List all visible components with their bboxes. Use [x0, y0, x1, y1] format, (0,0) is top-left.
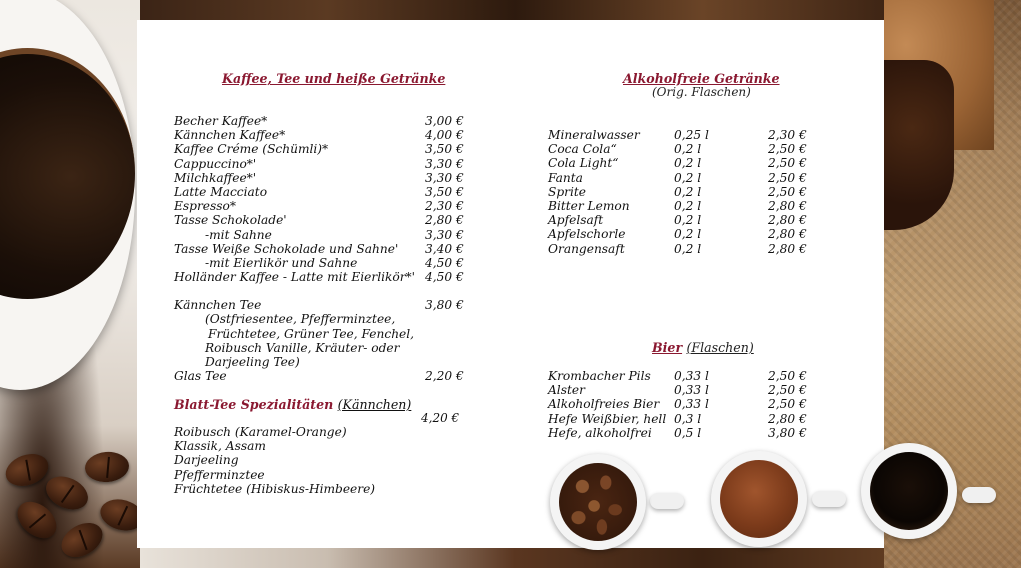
beer-suffix: (Flaschen) [686, 340, 754, 355]
tea-line [174, 355, 474, 369]
heading-hot-drinks: Kaffee, Tee und heiße Getränke [222, 71, 446, 86]
item-name: Kaffee Créme (Schümli)* [174, 142, 329, 157]
cup-ground-coffee-icon [711, 451, 807, 547]
drink-volume: 0,2 l [674, 227, 702, 242]
drink-name: Alkoholfreies Bier [548, 397, 660, 412]
drink-item [548, 185, 848, 199]
leaf-tea-title: Blatt-Tee Spezialitäten [174, 397, 334, 412]
item-price: 2,80 € [425, 213, 464, 228]
item-name: -mit Eierlikör und Sahne [205, 255, 358, 270]
leaf-tea-name: Klassik, Assam [174, 439, 266, 454]
drink-item [548, 397, 848, 411]
beans-strip-bottom [140, 548, 890, 568]
drink-volume: 0,25 l [674, 128, 709, 142]
drink-name: Krombacher Pils [548, 369, 651, 383]
drink-volume: 0,33 l [674, 397, 709, 412]
menu-item [174, 157, 474, 171]
drink-volume: 0,33 l [674, 383, 709, 398]
menu-item [174, 242, 474, 256]
menu-item [174, 213, 474, 227]
menu-item [174, 114, 474, 128]
item-price: 4,50 € [425, 270, 464, 285]
drink-name: Coca Cola“ [548, 142, 617, 157]
menu-item [174, 270, 474, 284]
cup-handle [812, 491, 846, 507]
menu-item [174, 199, 474, 213]
drink-name: Apfelschorle [548, 227, 626, 242]
menu-item [174, 128, 474, 142]
beans-strip-top [140, 0, 890, 20]
tea-varieties-line: Roibusch Vanille, Kräuter- oder [205, 340, 400, 355]
drink-item [548, 128, 848, 142]
leaf-tea-item [174, 468, 474, 482]
drink-price: 2,80 € [768, 198, 807, 213]
drink-price: 2,80 € [768, 241, 807, 256]
tea-line [174, 312, 474, 326]
menu-item [174, 369, 474, 383]
item-name: Tasse Schokolade' [174, 213, 287, 228]
leaf-tea-name: Früchtetee (Hibiskus-Himbeere) [174, 481, 376, 496]
item-price: 3,50 € [425, 184, 464, 199]
leaf-tea-name: Pfefferminztee [174, 467, 265, 482]
drink-volume: 0,2 l [674, 241, 702, 256]
drink-name: Hefe Weißbier, hell [548, 411, 667, 426]
beer-title: Bier [652, 340, 683, 355]
item-price: 4,50 € [425, 255, 464, 270]
drink-item [548, 227, 848, 241]
tea-varieties-line: (Ostfriesentee, Pfefferminztee, [205, 312, 396, 327]
drink-item [548, 369, 848, 383]
drink-name: Cola Light“ [548, 156, 619, 171]
drink-name: Apfelsaft [548, 213, 604, 228]
menu-item [174, 228, 474, 242]
leaf-tea-item [174, 439, 474, 453]
drink-price: 3,80 € [768, 425, 807, 440]
item-name: Milchkaffee*' [174, 170, 257, 185]
item-price: 3,30 € [425, 170, 464, 185]
item-name: Cappuccino*' [174, 156, 257, 171]
drink-item [548, 199, 848, 213]
menu-item [174, 142, 474, 156]
drink-name: Sprite [548, 184, 586, 199]
item-price: 3,30 € [425, 156, 464, 171]
menu-item [174, 185, 474, 199]
item-name: Kännchen Kaffee* [174, 128, 286, 143]
item-price: 3,40 € [425, 241, 464, 256]
drink-item [548, 412, 848, 426]
cup-coffee-beans-icon [550, 454, 646, 550]
drink-item [548, 242, 848, 256]
item-price: 3,80 € [425, 298, 464, 313]
item-name: Holländer Kaffee - Latte mit Eierlikör*' [174, 270, 415, 285]
item-name: Glas Tee [174, 369, 227, 384]
item-name: Becher Kaffee* [174, 114, 268, 128]
leaf-tea-name: Roibusch (Karamel-Orange) [174, 425, 347, 439]
item-price: 3,00 € [425, 114, 464, 128]
item-price: 3,50 € [425, 142, 464, 157]
tea-line [174, 341, 474, 355]
heading-soft-drinks: Alkoholfreie Getränke [623, 71, 780, 86]
drink-item [548, 142, 848, 156]
item-name: Espresso* [174, 199, 236, 214]
drink-price: 2,80 € [768, 411, 807, 426]
drink-price: 2,50 € [768, 397, 807, 412]
drink-name: Orangensaft [548, 241, 625, 256]
item-name: Kännchen Tee [174, 298, 262, 313]
drink-price: 2,80 € [768, 227, 807, 242]
drink-price: 2,50 € [768, 383, 807, 398]
drink-price: 2,30 € [768, 128, 807, 142]
drink-volume: 0,2 l [674, 184, 702, 199]
leaf-tea-list [174, 425, 474, 496]
drink-price: 2,80 € [768, 213, 807, 228]
item-name: Latte Macciato [174, 184, 268, 199]
soft-drinks-list [548, 128, 848, 256]
drink-name: Bitter Lemon [548, 198, 630, 213]
item-price: 4,00 € [425, 128, 464, 143]
menu-card [137, 20, 884, 548]
drink-volume: 0,2 l [674, 198, 702, 213]
drink-name: Hefe, alkoholfrei [548, 425, 652, 440]
drink-volume: 0,2 l [674, 170, 702, 185]
drink-item [548, 171, 848, 185]
drink-item [548, 426, 848, 440]
heading-beer [652, 340, 754, 355]
menu-item [174, 298, 474, 312]
drink-item [548, 383, 848, 397]
leaf-tea-suffix: (Kännchen) [337, 397, 412, 412]
drink-price: 2,50 € [768, 184, 807, 199]
leaf-tea-item [174, 425, 474, 439]
menu-item [174, 171, 474, 185]
drink-volume: 0,3 l [674, 411, 702, 426]
leaf-tea-item [174, 482, 474, 496]
drink-price: 2,50 € [768, 142, 807, 157]
cup-espresso-icon [861, 443, 957, 539]
drink-item [548, 156, 848, 170]
heading-leaf-tea [174, 397, 411, 412]
cup-handle [650, 493, 684, 509]
item-price: 2,30 € [425, 199, 464, 214]
tea-varieties-line: Darjeeling Tee) [205, 355, 300, 369]
drink-volume: 0,2 l [674, 213, 702, 228]
beer-list [548, 369, 848, 440]
drink-price: 2,50 € [768, 369, 807, 383]
drink-volume: 0,2 l [674, 142, 702, 157]
drink-name: Alster [548, 383, 585, 398]
drink-volume: 0,2 l [674, 156, 702, 171]
leaf-tea-name: Darjeeling [174, 453, 239, 468]
menu-item [174, 256, 474, 270]
drink-item [548, 213, 848, 227]
item-price: 2,20 € [425, 369, 464, 384]
drink-name: Fanta [548, 170, 583, 185]
leaf-tea-item [174, 453, 474, 467]
drink-volume: 0,33 l [674, 369, 709, 383]
drink-name: Mineralwasser [548, 128, 640, 142]
drink-volume: 0,5 l [674, 425, 702, 440]
drink-price: 2,50 € [768, 170, 807, 185]
tea-line [174, 327, 474, 341]
cup-handle [962, 487, 996, 503]
soft-drinks-subheading: (Orig. Flaschen) [652, 85, 751, 99]
hot-drinks-list [174, 114, 474, 383]
item-name: Tasse Weiße Schokolade und Sahne' [174, 241, 399, 256]
leaf-tea-price: 4,20 € [421, 411, 460, 425]
tea-varieties-line: Früchtetee, Grüner Tee, Fenchel, [208, 326, 415, 341]
item-name: -mit Sahne [205, 227, 272, 242]
item-price: 3,30 € [425, 227, 464, 242]
drink-price: 2,50 € [768, 156, 807, 171]
